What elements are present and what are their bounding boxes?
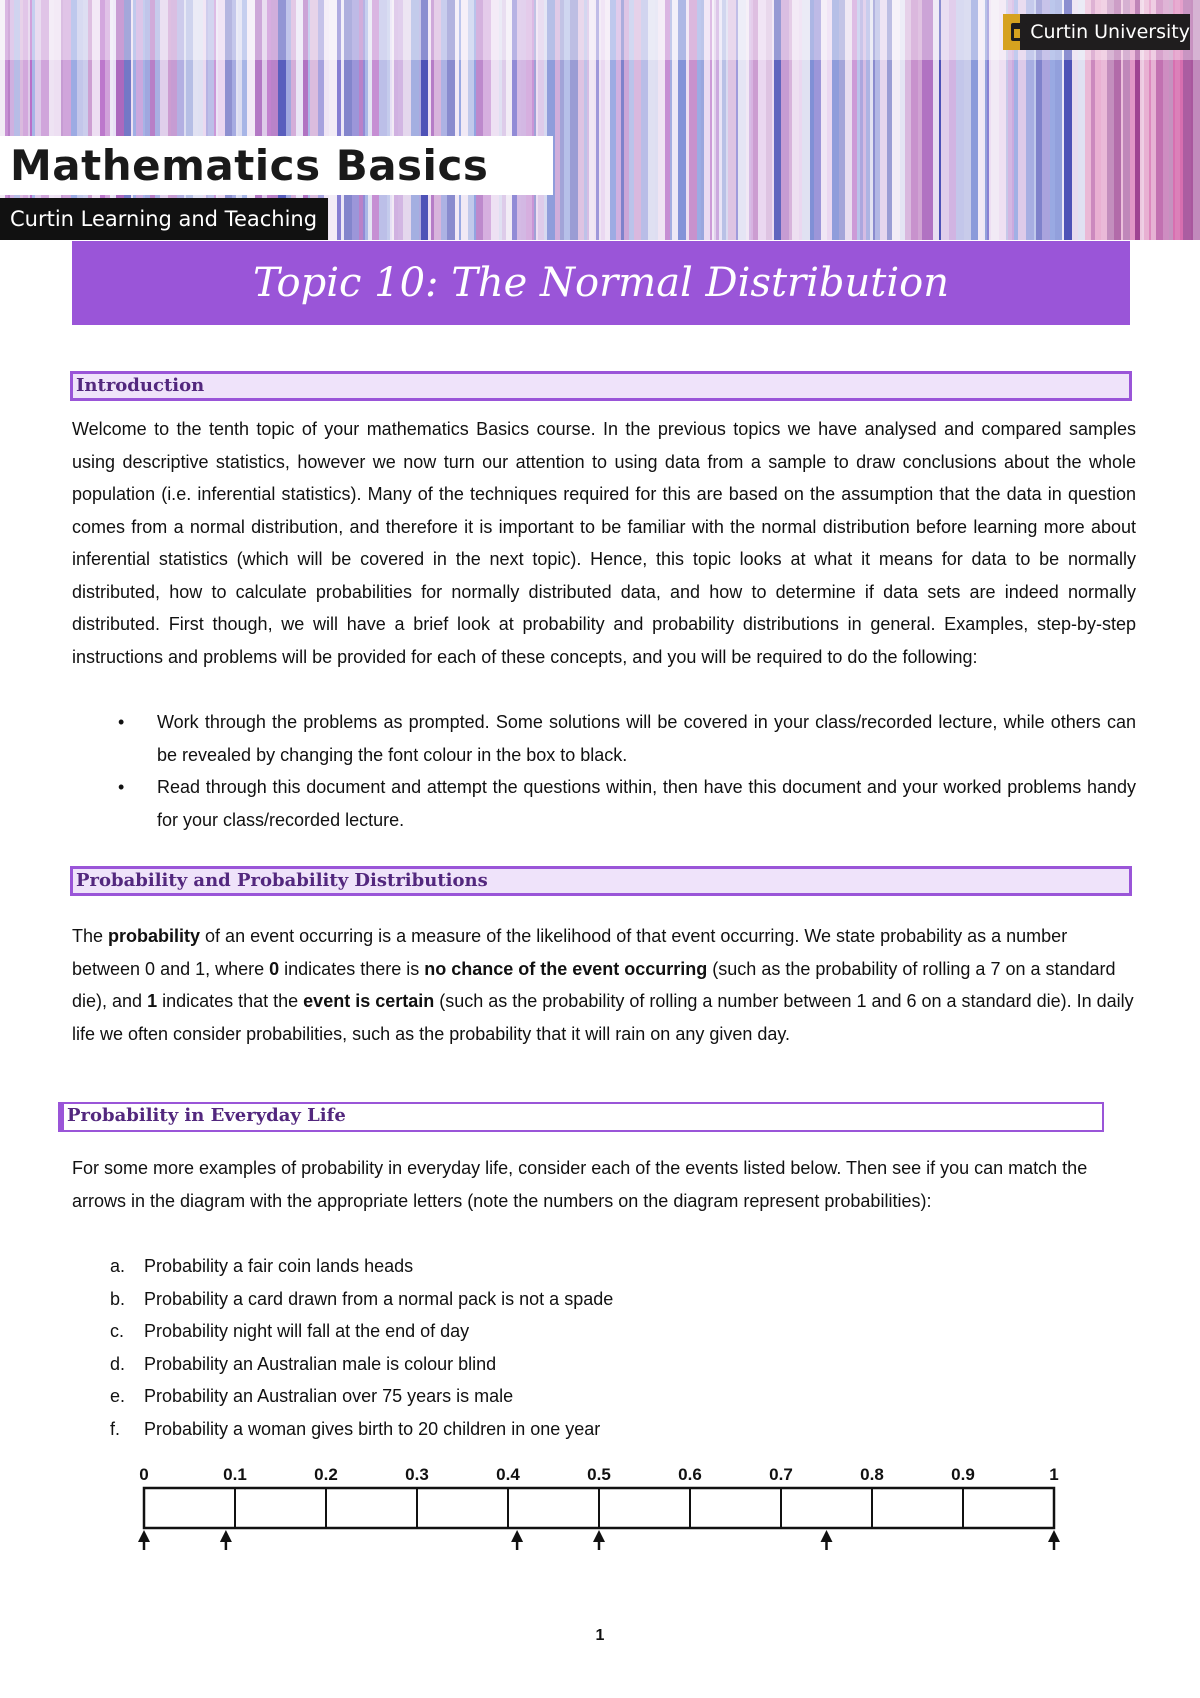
- course-subtitle: Curtin Learning and Teaching: [10, 207, 318, 231]
- tick-label: 0.9: [951, 1465, 975, 1484]
- bullet-icon: •: [118, 712, 125, 732]
- arrow-head-icon: [511, 1530, 523, 1542]
- bullet-icon: •: [118, 777, 125, 797]
- tick-label: 0.5: [587, 1465, 611, 1484]
- arrow-head-icon: [220, 1530, 232, 1542]
- list-item: b. Probability a card drawn from a normal pack is not a spade: [110, 1288, 614, 1309]
- probability-paragraph: The probability of an event occurring is a measure of the likelihood of that event occurring. We state probability as a number between 0 and 1, where 0 indicates there is no chance of the event occurring (such as the probability of rolling a 7 on a standard die), and 1 indicates that the event is certain (such as the probability of rolling a number between 1 and 6 on a standard die). In daily life we often consider probabilities, such as the probability that it will rain on any given day.: [72, 926, 1134, 1044]
- introduction-paragraph: Welcome to the tenth topic of your mathematics Basics course. In the previous topics we have analysed and compared samples using descriptive statistics, however we now turn our attention to using data from a sample to draw conclusions about the whole population (i.e. inferential statistics). Many of the techniques required for this are based on the assumption that the data in question comes from a normal distribution, and therefore it is important to be familiar with the normal distribution before learning more about inferential statistics (which will be covered in the next topic). Hence, this topic looks at what it means for data to be normally distributed, how to calculate probabilities for normally distributed data, and how to determine if data sets are indeed normally distributed. First though, we will have a brief look at probability and probability distributions in general. Examples, step-by-step instructions and problems will be provided for each of these concepts, and you will be required to do the following:: [72, 419, 1136, 667]
- everyday-paragraph: For some more examples of probability in everyday life, consider each of the events listed below. Then see if you can match the arrows in the diagram with the appropriate letters (note the numbers on the diagram represent probabilities):: [72, 1158, 1088, 1211]
- probability-number-line: [120, 1458, 1080, 1618]
- section-heading-probability: Probability and Probability Distributions: [70, 866, 1132, 896]
- tick-label: 0.3: [405, 1465, 429, 1484]
- tick-label: 0: [139, 1465, 149, 1484]
- curtin-logo: [1003, 14, 1190, 50]
- tick-label: 1: [1049, 1465, 1059, 1484]
- events-list: [72, 1250, 613, 1445]
- logo-text: Curtin University: [1030, 21, 1190, 43]
- arrow-head-icon: [138, 1530, 150, 1542]
- arrow-head-icon: [1048, 1530, 1060, 1542]
- section-heading-introduction: Introduction: [70, 371, 1132, 401]
- tick-label: 0.2: [314, 1465, 338, 1484]
- topic-title: Topic 10: The Normal Distribution: [252, 260, 950, 306]
- instructions-list: [72, 706, 1136, 836]
- shield-icon: [1003, 14, 1020, 50]
- arrow-head-icon: [593, 1530, 605, 1542]
- bullet-text: Work through the problems as prompted. Some solutions will be covered in your class/recorded lecture, while others can be revealed by changing the font colour in the box to black.: [157, 712, 1136, 765]
- list-item: d. Probability an Australian male is colour blind: [110, 1353, 497, 1374]
- tick-label: 0.6: [678, 1465, 702, 1484]
- tick-label: 0.7: [769, 1465, 793, 1484]
- list-item: c. Probability night will fall at the end of day: [110, 1321, 470, 1341]
- tick-label: 0.1: [223, 1465, 247, 1484]
- list-item: a. Probability a fair coin lands heads: [110, 1256, 414, 1276]
- course-title: Mathematics Basics: [10, 141, 489, 190]
- page-number: 1: [595, 1627, 605, 1644]
- bullet-text: Read through this document and attempt the questions within, then have this document and your worked problems handy for your class/recorded lecture.: [157, 777, 1136, 830]
- tick-label: 0.4: [496, 1465, 520, 1484]
- header-banner: [0, 0, 1200, 240]
- subtitle-box: [0, 198, 328, 240]
- list-item: f. Probability a woman gives birth to 20 children in one year: [110, 1418, 601, 1439]
- topic-title-bar: [72, 241, 1130, 325]
- list-item: [72, 706, 1136, 771]
- arrow-head-icon: [821, 1530, 833, 1542]
- list-item: [72, 771, 1136, 836]
- list-item: e. Probability an Australian over 75 years is male: [110, 1386, 514, 1406]
- tick-label: 0.8: [860, 1465, 884, 1484]
- section-heading-everyday: Probability in Everyday Life: [58, 1102, 1104, 1132]
- course-title-box: [0, 136, 553, 195]
